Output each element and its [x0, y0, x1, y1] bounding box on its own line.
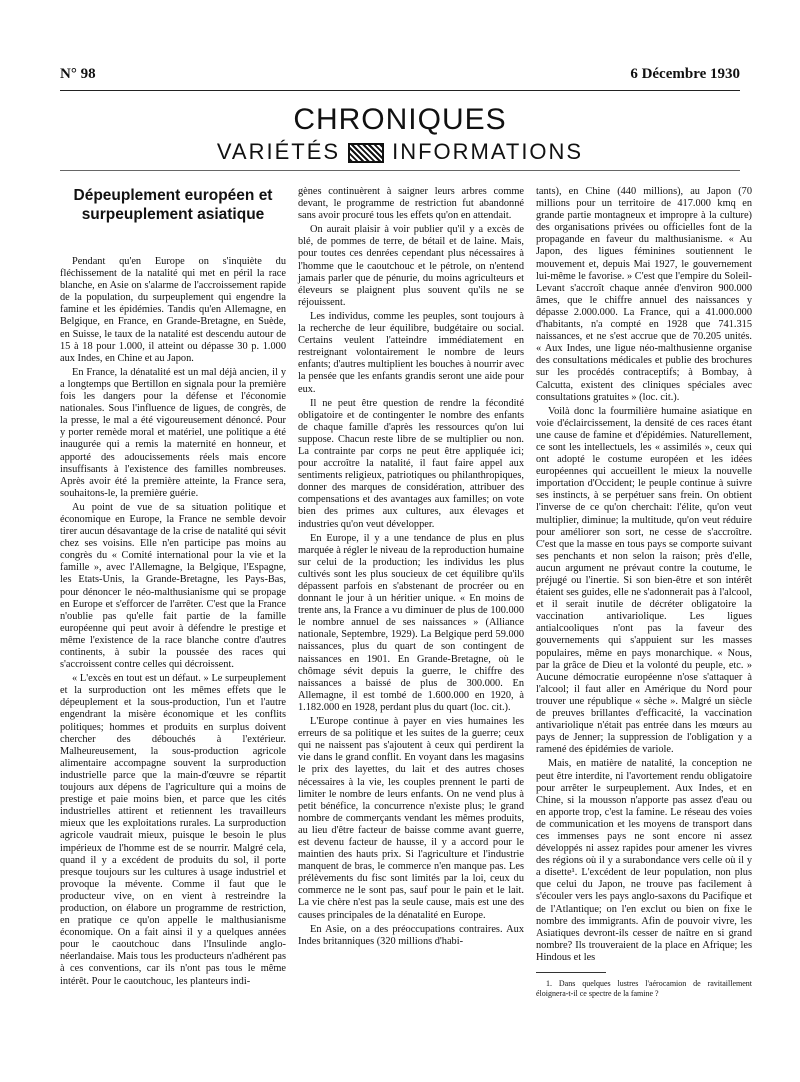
paragraph: Il ne peut être question de rendre la fécondité obligatoire et de contingenter le nombre des enfants de chaque famille d'après les ressources qu'on lui suppose. Chacun reste libre de se multiplier ou non. La contrainte par corps ne peut être appliquée ici; pour accroître la natalité, il faut faire appel aux sentiments religieux, patriotiques ou philanthropiques, donner des marques de considération, attribuer des compensations et des avantages aux familles; on vote bien des primes aux cultures, aux élevages et industries qu'on veut développer.	[298, 397, 524, 530]
masthead-right-word: INFORMATIONS	[392, 139, 584, 164]
footnote-rule	[536, 972, 606, 973]
paragraph: « L'excès en tout est un défaut. » Le surpeuplement et la surproduction ont les mêmes effets que le dépeuplement et la sous-production, l'un et l'autre engendrant la misère économique et les conflits politiques; hommes et produits en surplus doivent chercher des débouchés à l'extérieur. Malheureusement, la sous-production agricole alimentaire accompagne souvent la surproduction industrielle parce que la main-d'œuvre se répartit toujours aux dépens de l'agriculture qui a moins de prestige et paie moins bien, et parce que les cités industrielles attirent et retiennent les travailleurs mieux que les exploitations rurales. La surproduction agricole vaudrait mieux, puisque le besoin le plus impérieux de l'homme est de se nourrir. Malgré cela, quand il y a excédent de produits du sol, il porte presque toujours sur les cultures à usage industriel et provoque la mévente. Comme il faut que le producteur vive, on en vient à restreindre la production, on élabore un programme de restriction, en pratique ce qu'on appelle le malthusianisme économique. On a fait ainsi il y a quelques années pour le caoutchouc dans l'Insulinde anglo-néerlandaise. Mais tous les producteurs n'adhérent pas à ces conventions, car ils n'ont pas tous le même intérêt. Pour le caoutchouc, les planteurs indi-	[60, 673, 286, 987]
issue-number: N° 98	[60, 66, 96, 82]
masthead	[0, 103, 800, 165]
paragraph: Voilà donc la fourmilière humaine asiatique en voie d'éclaircissement, la densité de ces races étant une cause de famine et d'épidémies. Naturellement, ce sont les intellectuels, les « assimilés », ceux qui ont adopté le costume européen et les idées européennes qui accueillent le mieux la nouvelle importation d'Occident; le peuple continue à suivre ses instincts, à se perpétuer sans frein. On obtient l'inverse de ce qu'on cherchait: l'élite, qu'on veut multiplier, diminue; la multitude, qu'on veut réduire pour améliorer son sort, ne cesse de s'accroître. C'est que la masse en tous pays se comporte suivant ses penchants et non selon la raison; près d'elle, aucun argument ne prévaut contre la coutume, le préjugé ou l'inertie. Si son bien-être et son intérêt étaient ses guides, elle ne s'adonnerait pas à l'alcool, et il serait inutile de décréter obligatoire la vaccination antivariolique. Les ligues antialcooliques n'ont pas la faveur des gouvernements qui s'appuient sur les masses populaires, même en pays monarchique. « Nous, par la grâce de Dieu et la volonté du peuple, etc. » Aucune démocratie européenne n'ose s'attaquer à l'alcool; il faut aller en Amérique du Nord pour trouver une république « sèche ». Malgré un siècle de preuves brillantes d'efficacité, la vaccination antivariolique n'était pas entrée dans les mœurs au pays de Jenner; la suppression de l'obligation y a ramené des épidémies de variole.	[536, 405, 752, 756]
paragraph: gènes continuèrent à saigner leurs arbres comme devant, le programme de restriction fut abandonné sans avoir procuré tous les effets qu'on en attendait.	[298, 186, 524, 222]
paragraph: En Europe, il y a une tendance de plus en plus marquée à régler le niveau de la reproduction humaine sur celui de la production; les individus les plus cultivés sont les plus soucieux de cet équilibre qu'ils dépassent parfois en s'abstenant de procréer ou en donnant le jour à un héritier unique. « En moins de trente ans, la France a vu diminuer de plus de 100.000 le nombre annuel de ses naissances » (Alliance nationale, Septembre, 1929). La Belgique perd 59.000 naissances, plus du quart de son contingent de naissances en 1901. En Grande-Bretagne, où le chômage sévit depuis la guerre, le chiffre des naissances a baissé de plus de 300.000. En Allemagne, il est tombé de 1.600.000 en 1920, à 1.182.000 en 1928, perdant plus du quart (loc. cit.).	[298, 532, 524, 713]
paragraph: Mais, en matière de natalité, la conception ne peut être interdite, ni l'avortement rendu obligatoire pour arrêter le surpeuplement. Aux Indes, et en Chine, si la mousson n'apporte pas assez d'eau ou en apporte trop, c'est la famine. Le réseau des voies de communication et les moyens de transport dans ces immenses pays ne sont encore ni assez développés ni assez rapides pour amener les vivres des régions où il y a surabondance vers celle où il y a disette¹. L'excédent de leur population, non plus que celui du Japon, ne trouve pas facilement à s'écouler vers les pays anglo-saxons du Pacifique et de l'Atlantique; on l'en exclut ou bien on fixe le nombre des immigrants. Afin de pouvoir vivre, les Asiatiques devront-ils cesser de naître en si grand nombre? Ils trouveraient de la place en Afrique; les Hindous et les	[536, 758, 752, 963]
column-3	[536, 186, 752, 998]
paragraph: En Asie, on a des préoccupations contraires. Aux Indes britanniques (320 millions d'habi-	[298, 923, 524, 947]
paragraph: tants), en Chine (440 millions), au Japon (70 millions pour un territoire de 417.000 kmq en grande partie montagneux et impropre à la culture) des organisations privées ou officielles font de la propagande en faveur du malthusianisme. « Au Japon, des ligues féminines soutiennent le mouvement et, depuis Mai 1927, le gouvernement lui-même le favorise. » C'est que l'empire du Soleil-Levant s'accroît chaque année d'environ 900.000 âmes, que le chiffre annuel des naissances y dépasse 2.000.000. La France, qui a 41.000.000 d'habitants, n'a compté en 1928 que 741.315 naissances, et ne s'est accrue que de 70.205 unités. « Aux Indes, une ligue néo-malthusienne organise des consultations médicales et publie des brochures sur les procédés contraceptifs; à Bombay, à Calcutta, existent des cliniques spéciales avec consultations gratuites » (loc. cit.).	[536, 186, 752, 403]
emblem-icon	[348, 143, 384, 163]
page-header	[60, 66, 740, 86]
paragraph: Les individus, comme les peuples, sont toujours à la recherche de leur équilibre, budgétaire ou social. Certains veulent l'atteindre immédiatement en restreignant volontairement le nombre de leurs enfants; d'autres multiplient les bouches à nourrir avec la pensée que les enfants grandis seront une aide pour eux.	[298, 310, 524, 395]
paragraph: Au point de vue de sa situation politique et économique en Europe, la France ne semble devoir tirer aucun désavantage de la crise de natalité qui sévit chez ses voisins. Elle n'en participe pas moins au congrès du « Comité international pour la vie et la famille », avec l'Allemagne, la Belgique, l'Espagne, les Etats-Unis, la Grande-Bretagne, les Pays-Bas, pour dénoncer le néo-malthusianisme qui se propage en Europe et s'efforcer de l'arrêter. C'est que la France n'oublie pas qu'elle fait partie de la famille européenne qui peut avoir à défendre le prestige et même l'existence de la race blanche contre d'autres continents, à subir la poussée des races qui s'accroissent contre celles qui décroissent.	[60, 501, 286, 671]
header-rule	[60, 90, 740, 91]
paragraph: Pendant qu'en Europe on s'inquiète du fléchissement de la natalité qui met en péril la race blanche, en Asie on s'alarme de l'accroissement rapide de la population, du surpeuplement qui engendre la famine et les épidémies. Tandis qu'en Allemagne, en Belgique, en France, en Grande-Bretagne, en Suède, en Suisse, le taux de la natalité est descendu autour de 15 à 18 pour 1.000, il atteint ou dépasse 30 p. 1.000 aux Indes, en Chine et au Japon.	[60, 256, 286, 364]
column-1	[60, 186, 286, 990]
paragraph: L'Europe continue à payer en vies humaines les erreurs de sa politique et les suites de la guerre; ceux qui ne naissent pas s'ajoutent à ceux qui perdirent la vie dans le grand conflit. En voyant dans les magasins le prix des layettes, du lait et des autres choses nécessaires à la vie, les couples prennent le parti de limiter le nombre de leurs enfants. On ne vend plus à petit bénéfice, la concurrence n'existe plus; le grand nombre de commerçants vendant les mêmes produits, au lieu d'être facteur de baisse comme avant guerre, est devenu facteur de hausse, il y a accord pour le maintien des hauts prix. Si l'agriculture et l'industrie manquent de bras, le commerce n'en manque pas. Les prélèvements du fisc sont limités par la loi, ceux du commerce ne le sont pas, sauf pour le pain et le lait. La vie chère n'est pas la seule cause, mais est une des causes principales de la dénatalité en Europe.	[298, 716, 524, 921]
paragraph: On aurait plaisir à voir publier qu'il y a excès de blé, de pommes de terre, de bétail et de laine. Mais, pour toutes ces denrées cependant plus nécessaires à l'homme que le caoutchouc et le pétrole, on n'entend jamais parler que de pénurie, du moins agriculteurs et éleveurs se plaignent plus souvent qu'ils ne se réjouissent.	[298, 224, 524, 308]
masthead-subtitle	[0, 139, 800, 165]
paragraph: En France, la dénatalité est un mal déjà ancien, il y a longtemps que Bertillon en signala pour la première fois les dangers pour la défense et l'économie nationales. Sous l'influence de ligues, de congrès, de la presse, le mal a été vigoureusement dénoncé. Pour y porter remède moral et matériel, une politique a été inaugurée qui a remis la maternité en honneur, et apporté des adoucissements réels mais encore insuffisants à l'existence des familles nombreuses. Après avoir été la première atteinte, la France sera, souhaitons-le, la première guérie.	[60, 366, 286, 499]
masthead-left-word: VARIÉTÉS	[216, 139, 341, 164]
footnote: 1. Dans quelques lustres l'aérocamion de ravitaillement éloignera-t-il ce spectre de la famine ?	[536, 979, 752, 998]
column-2	[298, 186, 524, 950]
masthead-rule	[60, 170, 740, 171]
issue-date: 6 Décembre 1930	[630, 66, 740, 82]
article-title: Dépeuplement européen et surpeuplement asiatique	[73, 187, 273, 223]
masthead-title: CHRONIQUES	[293, 103, 507, 136]
